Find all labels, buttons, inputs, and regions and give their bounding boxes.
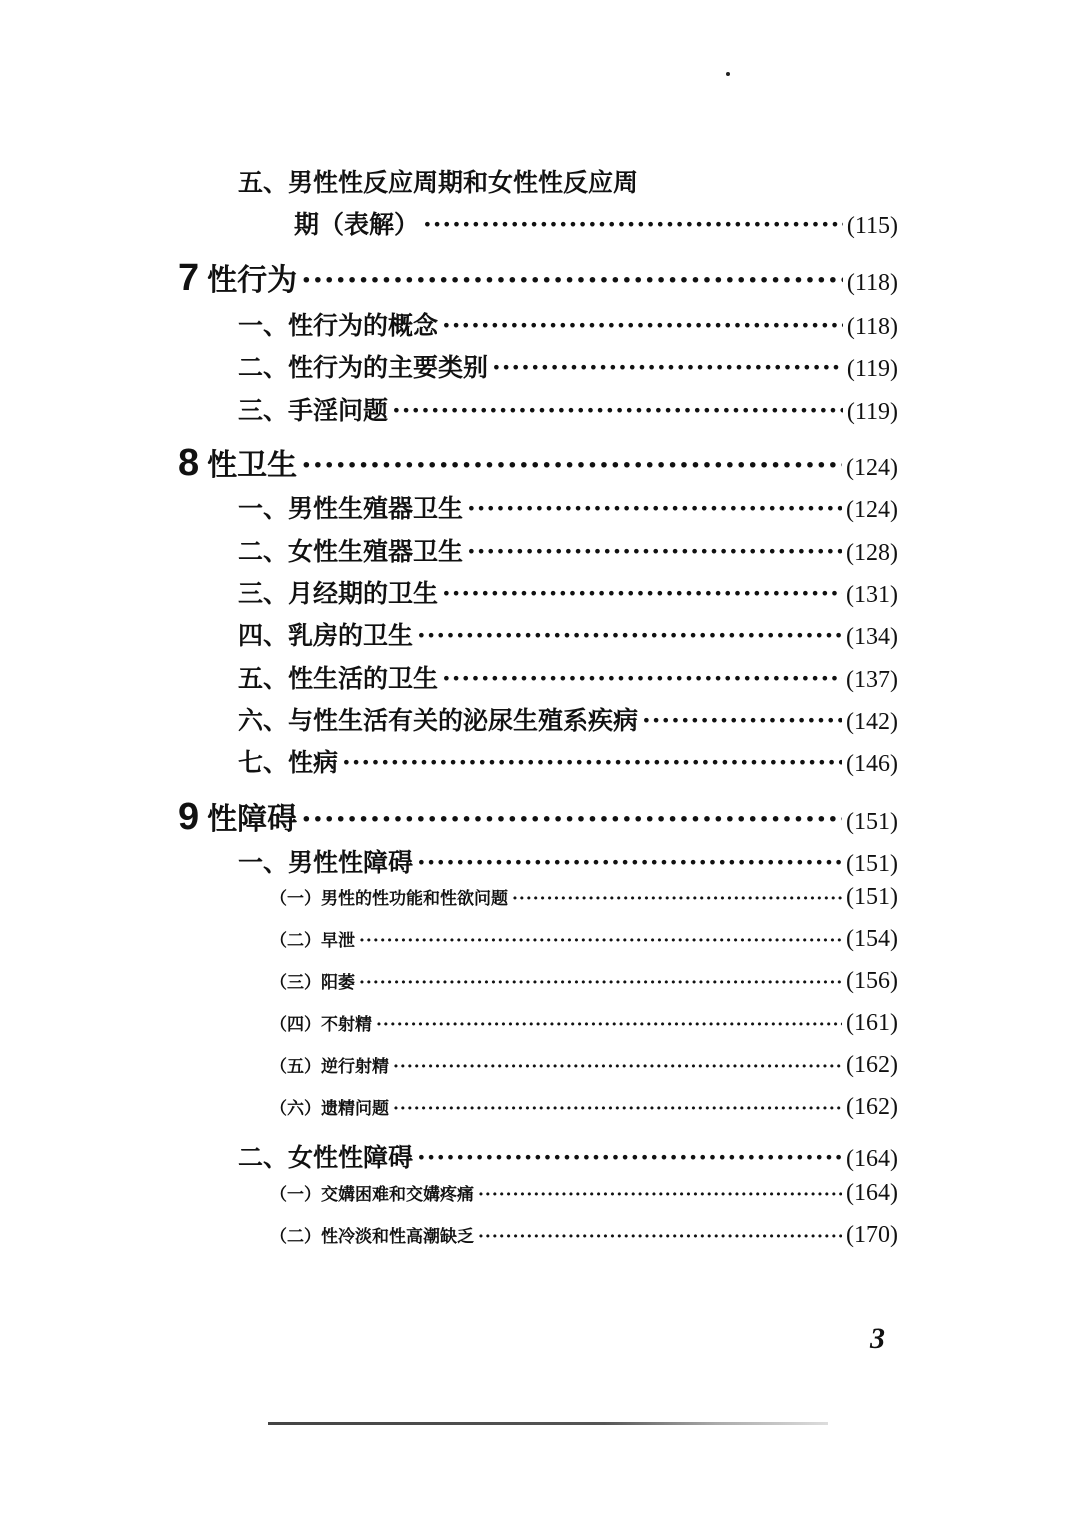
toc-entry-title: 三、手淫问题 [238, 396, 389, 425]
toc-subentry [270, 1010, 898, 1037]
dot-leader [478, 1185, 842, 1205]
toc-entry-title: 一、男性生殖器卫生 [238, 494, 464, 523]
dot-leader [512, 889, 842, 909]
toc-page-number: (156) [846, 968, 898, 994]
toc-entry-title: 五、男性性反应周期和女性性反应周 [238, 168, 639, 197]
toc-page-number: (118) [846, 314, 898, 340]
toc-page-number: (115) [846, 213, 898, 239]
toc-entry [238, 616, 898, 652]
toc-page-number: (151) [846, 809, 898, 835]
toc-entry [238, 843, 898, 879]
toc-entry-title: （五）逆行射精 [270, 1057, 389, 1077]
toc-page-number: (124) [846, 497, 898, 523]
toc-page-number: (161) [846, 1010, 898, 1036]
toc-page-number: (119) [846, 356, 898, 382]
toc-page-number: (137) [846, 667, 898, 693]
dot-leader [442, 579, 842, 608]
toc-entry-intro [238, 163, 898, 199]
dot-leader [342, 748, 842, 777]
toc-subentry [270, 926, 898, 953]
toc-entry [238, 489, 898, 525]
toc-entry [238, 701, 898, 737]
dot-leader [642, 706, 842, 735]
dot-leader [423, 210, 843, 239]
toc-page-number: (118) [846, 270, 898, 296]
toc-subentry [270, 1094, 898, 1121]
toc-entry-intro-cont [294, 205, 898, 241]
toc-entry [238, 391, 898, 427]
toc-entry-title: 七、性病 [238, 748, 339, 777]
toc-entry-title: 期（表解） [294, 210, 420, 239]
toc-entry-title: 五、性生活的卫生 [238, 664, 439, 693]
chapter-title: 性卫生 [207, 448, 298, 483]
toc-entry [238, 1138, 898, 1174]
dot-leader [301, 802, 842, 837]
ink-speck [726, 72, 730, 76]
dot-leader [417, 1143, 842, 1172]
chapter-number: 8 [178, 442, 200, 484]
dot-leader [376, 1015, 842, 1035]
dot-leader [478, 1227, 842, 1247]
toc-entry-title: 一、性行为的概念 [238, 311, 439, 340]
toc-page-number: (162) [846, 1094, 898, 1120]
toc-page-number: (162) [846, 1052, 898, 1078]
chapter-heading-9 [178, 794, 898, 839]
toc-page-number: (124) [846, 455, 898, 481]
toc-entry [238, 574, 898, 610]
chapter-heading-7 [178, 255, 898, 300]
toc-entry-title: （三）阳萎 [270, 973, 355, 993]
toc-entry [238, 659, 898, 695]
chapter-number: 7 [178, 257, 200, 299]
toc-entry-title: （六）遗精问题 [270, 1099, 389, 1119]
toc-page-number: (128) [846, 540, 898, 566]
dot-leader [417, 848, 842, 877]
dot-leader [301, 263, 843, 298]
toc-entry-title: （二）早泄 [270, 931, 355, 951]
dot-leader [301, 448, 842, 483]
dot-leader [467, 494, 842, 523]
dot-leader [359, 931, 842, 951]
toc-page-number: (119) [846, 399, 898, 425]
toc-entry [238, 532, 898, 568]
toc-page-number: (146) [846, 751, 898, 777]
toc-entry-title: 三、月经期的卫生 [238, 579, 439, 608]
toc-page-number: (151) [846, 851, 898, 877]
chapter-title: 性障碍 [207, 802, 298, 837]
dot-leader [359, 973, 842, 993]
toc-entry [238, 743, 898, 779]
toc-page-number: (134) [846, 624, 898, 650]
toc-subentry [270, 1052, 898, 1079]
toc-entry [238, 348, 898, 384]
toc-entry-title: （四）不射精 [270, 1015, 372, 1035]
toc-entry-title: （二）性冷淡和性高潮缺乏 [270, 1227, 474, 1247]
dot-leader [392, 396, 843, 425]
toc-page-number: (170) [846, 1222, 898, 1248]
toc-page-number: (164) [846, 1146, 898, 1172]
toc-page-number: (142) [846, 709, 898, 735]
toc-page-number: (154) [846, 926, 898, 952]
chapter-title: 性行为 [207, 263, 298, 298]
dot-leader [492, 353, 843, 382]
toc-entry-title: （一）男性的性功能和性欲问题 [270, 889, 508, 909]
toc-subentry [270, 968, 898, 995]
dot-leader [393, 1057, 842, 1077]
chapter-number: 9 [178, 796, 200, 838]
toc-page-number: (151) [846, 884, 898, 910]
toc-subentry [270, 1222, 898, 1249]
toc-entry [238, 306, 898, 342]
toc-entry-title: 二、女性性障碍 [238, 1143, 414, 1172]
toc-page-number: (164) [846, 1180, 898, 1206]
dot-leader [393, 1099, 842, 1119]
toc-subentry [270, 1180, 898, 1207]
dot-leader [442, 664, 842, 693]
dot-leader [417, 621, 842, 650]
toc-entry-title: （一）交媾困难和交媾疼痛 [270, 1185, 474, 1205]
page-number: 3 [870, 1322, 885, 1355]
toc-subentry [270, 884, 898, 911]
dot-leader [467, 537, 842, 566]
toc-entry-title: 二、女性生殖器卫生 [238, 537, 464, 566]
toc-entry-title: 二、性行为的主要类别 [238, 353, 489, 382]
toc-entry-title: 六、与性生活有关的泌尿生殖系疾病 [238, 706, 639, 735]
toc-page-number: (131) [846, 582, 898, 608]
toc-entry-title: 四、乳房的卫生 [238, 621, 414, 650]
dot-leader [442, 311, 843, 340]
bottom-rule [268, 1422, 828, 1425]
chapter-heading-8 [178, 440, 898, 485]
toc-entry-title: 一、男性性障碍 [238, 848, 414, 877]
